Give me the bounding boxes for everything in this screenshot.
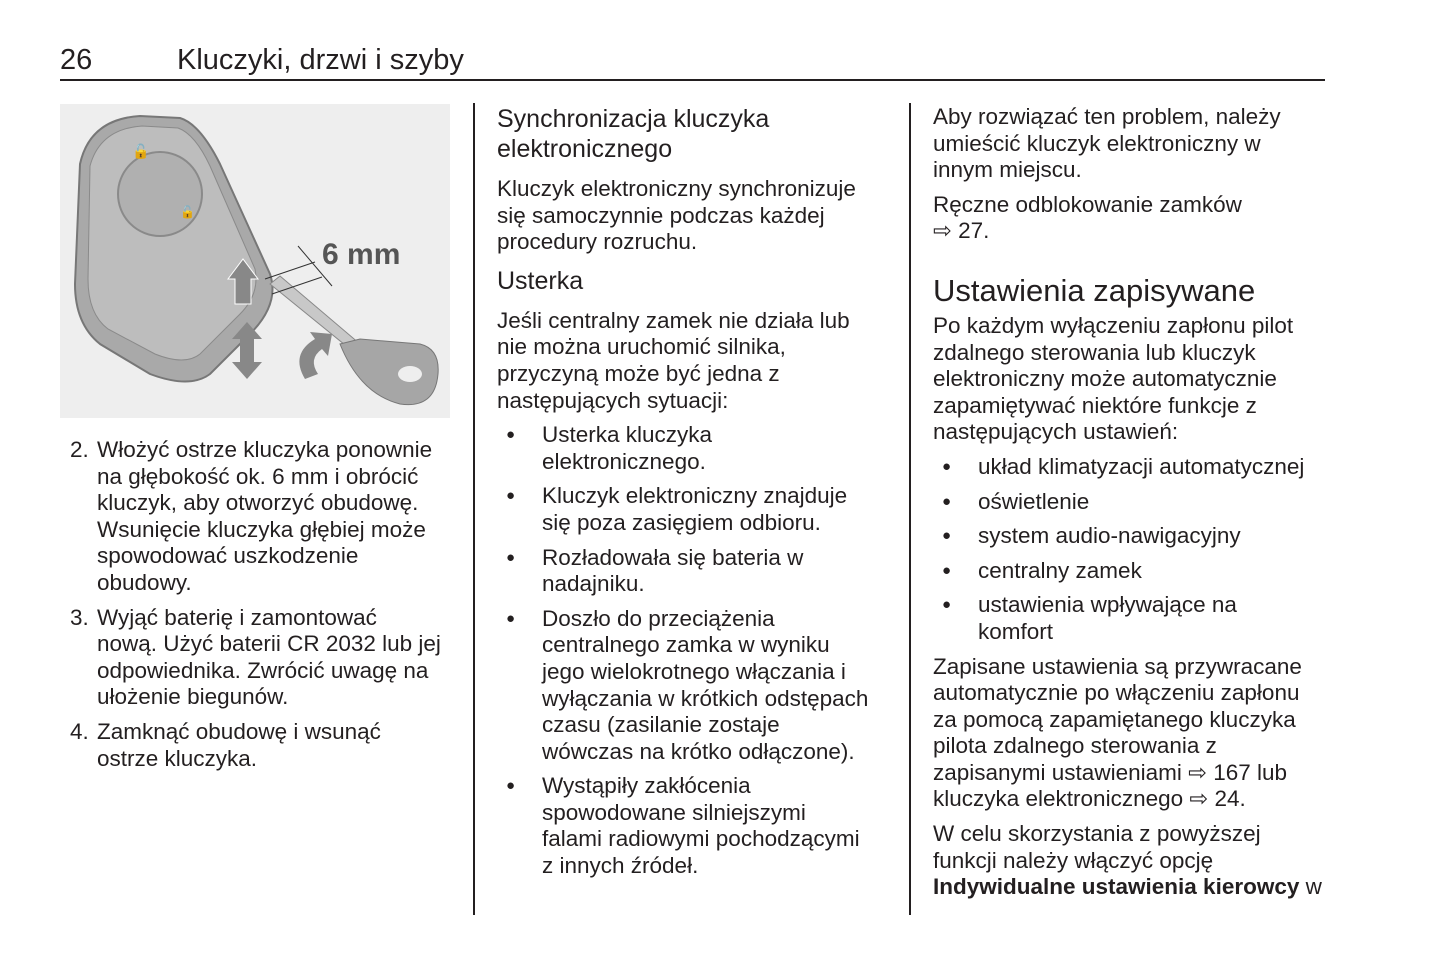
text-line: procedury rozruchu.	[497, 229, 698, 255]
text-line: system audio-nawigacyjny	[978, 523, 1241, 549]
bullet-icon: ●	[942, 457, 952, 475]
text-line: nową. Użyć baterii CR 2032 lub jej	[97, 631, 441, 657]
text-line: ostrze kluczyka.	[97, 745, 258, 771]
text-line: Wsunięcie kluczyka głębiej może	[97, 516, 426, 542]
bullet-icon: ●	[942, 492, 952, 510]
text-line: Kluczyk elektroniczny synchronizuje	[497, 176, 856, 201]
text-line: Usterka	[497, 266, 584, 295]
text-line: przyczyną może być jedna z	[497, 360, 780, 386]
text-line: Ustawienia zapisywane	[933, 272, 1256, 308]
text-line: następujących ustawień:	[933, 419, 1179, 445]
text-line: ⇨ 27.	[933, 218, 990, 244]
bullet-icon: ●	[506, 609, 516, 627]
list-item	[933, 523, 1333, 550]
text-line: umieścić kluczyk elektroniczny w	[933, 130, 1261, 156]
text-line: kluczyk, aby otworzyć obudowę.	[97, 490, 419, 516]
text-line: Po każdym wyłączeniu zapłonu pilot	[933, 312, 1294, 338]
list-number: 3.	[70, 604, 89, 630]
text-line: elektronicznego.	[542, 448, 706, 474]
text-line: układ klimatyzacji automatycznej	[978, 453, 1305, 479]
column-2	[497, 104, 897, 888]
key-fob-illustration	[60, 104, 450, 418]
section-heading	[497, 104, 897, 164]
text-line	[933, 874, 1333, 901]
text-line: elektronicznego	[497, 135, 673, 163]
bullet-icon: ●	[506, 548, 516, 566]
text-line: następujących sytuacji:	[497, 387, 729, 413]
bullet-icon: ●	[506, 426, 516, 444]
list-item	[497, 773, 897, 879]
text-line: wyłączania w krótkich odstępach	[542, 685, 869, 711]
text-line: innym miejscu.	[933, 157, 1082, 183]
text-line: automatycznie po włączeniu zapłonu	[933, 680, 1300, 706]
column-divider	[473, 103, 475, 915]
paragraph	[933, 192, 1333, 245]
text-line: Zamknąć obudowę i wsunąć	[97, 718, 381, 744]
text-line: elektroniczny może automatycznie	[933, 366, 1277, 392]
text-line: ustawienia wpływające na	[978, 592, 1237, 618]
column-divider	[909, 103, 911, 915]
text-line: za pomocą zapamiętanego kluczyka	[933, 706, 1296, 732]
page-number: 26	[60, 44, 93, 76]
text-line: Wystąpiły zakłócenia	[542, 773, 751, 799]
text-line: Jeśli centralny zamek nie działa lub	[497, 307, 850, 333]
text-line: falami radiowymi pochodzącymi	[542, 826, 860, 852]
list-item	[70, 437, 460, 597]
text-line: się poza zasięgiem odbioru.	[542, 509, 821, 535]
text-line: zdalnego sterowania lub kluczyk	[933, 339, 1256, 365]
list-item	[497, 483, 897, 536]
text-line: Kluczyk elektroniczny znajduje	[542, 483, 848, 509]
list-item	[70, 719, 460, 772]
text-line: Zapisane ustawienia są przywracane	[933, 653, 1302, 679]
text-line: się samoczynnie podczas każdej	[497, 202, 825, 228]
bold-term: Indywidualne ustawienia kierowcy	[933, 874, 1300, 900]
paragraph	[497, 308, 897, 414]
text-line: Ręczne odblokowanie zamków	[933, 191, 1242, 217]
list-item	[933, 454, 1333, 481]
text-line: nadajniku.	[542, 571, 645, 597]
text-line: Usterka kluczyka	[542, 422, 713, 448]
svg-text:🔓: 🔓	[180, 205, 195, 219]
text-line: jego wielokrotnego włączania i	[542, 658, 846, 684]
text-line: kluczyka elektronicznego ⇨ 24.	[933, 786, 1246, 812]
text-line: funkcji należy włączyć opcję	[933, 847, 1214, 873]
bullet-icon: ●	[506, 487, 516, 505]
text-line: pilota zdalnego sterowania z	[933, 733, 1217, 759]
text-line: ułożenie biegunów.	[97, 684, 289, 710]
text-line: oświetlenie	[978, 488, 1090, 514]
paragraph	[497, 176, 897, 256]
paragraph	[933, 654, 1333, 814]
text-line: W celu skorzystania z powyższej	[933, 821, 1261, 847]
text-line: nie można uruchomić silnika,	[497, 334, 786, 360]
text-line: na głębokość ok. 6 mm i obrócić	[97, 463, 419, 489]
text-line: komfort	[978, 618, 1054, 644]
svg-text:🔓: 🔓	[132, 144, 150, 160]
text-line: odpowiednika. Zwrócić uwagę na	[97, 657, 429, 683]
list-item	[497, 422, 897, 475]
column-1	[70, 437, 460, 780]
text-line: zapamiętywać niektóre funkcje z	[933, 392, 1257, 418]
text-line: centralny zamek	[978, 557, 1142, 583]
text-line: czasu (zasilanie zostaje	[542, 712, 780, 738]
column-3	[933, 104, 1333, 909]
list-item	[497, 606, 897, 766]
list-item	[933, 592, 1333, 645]
bullet-icon: ●	[942, 596, 952, 614]
text-line: Synchronizacja kluczyka	[497, 105, 770, 133]
page-title: Kluczyki, drzwi i szyby	[177, 44, 464, 76]
text-line: zapisanymi ustawieniami ⇨ 167 lub	[933, 759, 1288, 785]
header-rule	[60, 79, 1325, 81]
text-line: Wyjąć baterię i zamontować	[97, 604, 377, 630]
list-item	[497, 545, 897, 598]
paragraph	[933, 104, 1333, 184]
text-line: Doszło do przeciążenia	[542, 605, 775, 631]
list-item	[933, 489, 1333, 516]
bullet-icon: ●	[942, 527, 952, 545]
paragraph	[933, 313, 1333, 446]
bullet-icon: ●	[506, 777, 516, 795]
text-segment: w	[1299, 874, 1322, 900]
paragraph	[933, 821, 1333, 901]
text-line: Rozładowała się bateria w	[542, 544, 804, 570]
text-line: obudowy.	[97, 569, 192, 595]
list-item	[70, 605, 460, 711]
section-heading	[497, 266, 897, 296]
bullet-icon: ●	[942, 561, 952, 579]
list-number: 2.	[70, 437, 89, 462]
text-line: centralnego zamka w wyniku	[542, 632, 830, 658]
list-item	[933, 558, 1333, 585]
text-line: wówczas na krótko odłączone).	[542, 738, 855, 764]
text-line: spowodowane silniejszymi	[542, 799, 806, 825]
text-line: Aby rozwiązać ten problem, należy	[933, 104, 1281, 129]
section-heading	[933, 273, 1333, 309]
list-number: 4.	[70, 718, 89, 744]
text-line: z innych źródeł.	[542, 853, 699, 879]
text-line: Włożyć ostrze kluczyka ponownie	[97, 437, 433, 462]
figure-label: 6 mm	[322, 238, 401, 271]
text-line: spowodować uszkodzenie	[97, 543, 359, 569]
